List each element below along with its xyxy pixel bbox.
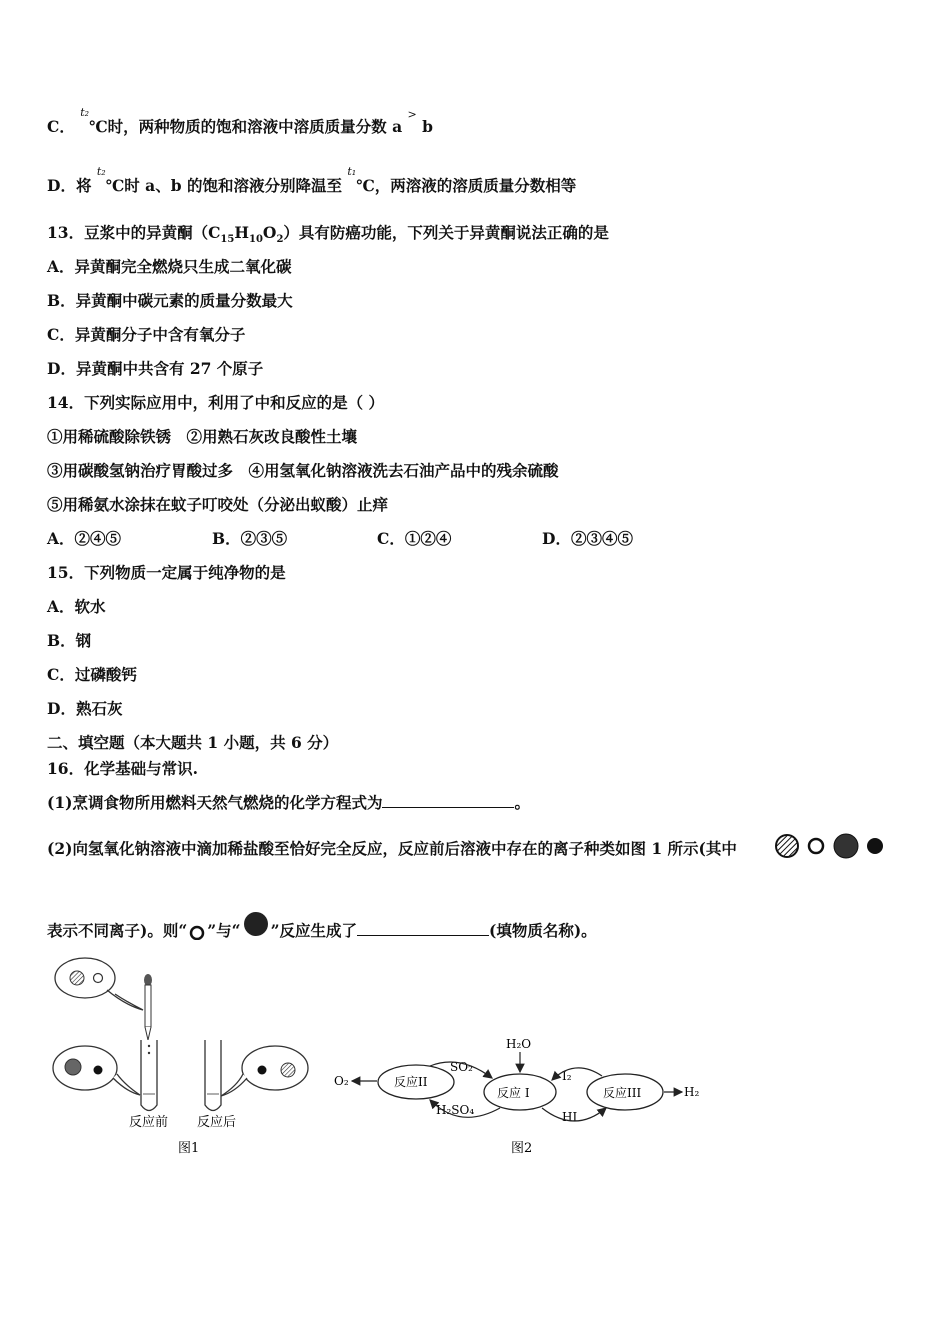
question-14-stem: 14．下列实际应用中，利用了中和反应的是（ ） (47, 393, 384, 412)
q14-item-2: ③用碳酸氢钠治疗胃酸过多 ④用氢氧化钠溶液洗去石油产品中的残余硫酸 (47, 461, 559, 480)
h2-label: H₂ (684, 1085, 700, 1099)
q14-choice-b: B．②③⑤ (212, 529, 288, 548)
q14-choice-d: D．②③④⑤ (542, 529, 633, 548)
question-15-stem: 15．下列物质一定属于纯净物的是 (47, 563, 286, 582)
test-tube-before (141, 1040, 157, 1111)
q16-part-1: (1)烹调食物所用燃料天然气燃烧的化学方程式为 。 (47, 793, 530, 812)
section-heading: 二、填空题（本大题共 1 小题，共 6 分） (47, 733, 339, 752)
before-ion-bubble (53, 1046, 140, 1095)
q14-item-3: ⑤用稀氨水涂抹在蚊子叮咬处（分泌出蚁酸）止痒 (47, 495, 389, 514)
q14-item-1: ①用稀硫酸除铁锈 ②用熟石灰改良酸性土壤 (47, 427, 358, 446)
large-dark-ion-icon (834, 834, 858, 858)
figure-1 (45, 950, 325, 1160)
q15-option-d: D．熟石灰 (47, 699, 123, 718)
dropper-icon (144, 974, 152, 1040)
q13-option-b: B．异黄酮中碳元素的质量分数最大 (47, 291, 293, 310)
dropper-bubble (55, 958, 143, 1010)
q15-option-a: A．软水 (47, 597, 106, 616)
q15-option-b: B．钢 (47, 631, 92, 650)
q16-part-3: 表示不同离子)。则“ ”与“ ”反应生成了 (填物质名称)。 (47, 912, 597, 941)
label-before: 反应前 (129, 1115, 169, 1130)
small-black-ion-icon (867, 838, 883, 854)
q13-option-a: A．异黄酮完全燃烧只生成二氧化碳 (47, 257, 292, 276)
test-tube-after (205, 1040, 221, 1111)
question-16-stem: 16．化学基础与常识. (47, 759, 198, 778)
answer-blank-2[interactable] (357, 923, 489, 936)
option-c-line: C． $^{t_2}$℃时，两种物质的饱和溶液中溶质质量分数 a > b (47, 105, 433, 136)
after-ion-bubble (221, 1046, 308, 1096)
h2so4-label: H₂SO₄ (436, 1103, 475, 1117)
h2o-label: H₂O (506, 1037, 532, 1051)
question-13-stem: 13．豆浆中的异黄酮$(C_{15}H_{10}O_2)$具有防癌功能，下列关于异黄酮说法正确的是 (47, 223, 609, 246)
t1-symbol: t₁ (347, 164, 357, 178)
q16-part-2: (2)向氢氧化钠溶液中滴加稀盐酸至恰好完全反应，反应前后溶液中存在的离子种类如图 1 所示(其中 (47, 839, 737, 858)
figure-2 (330, 1030, 710, 1160)
q14-choice-c: C．①②④ (377, 529, 452, 548)
q14-choice-a: A．②④⑤ (47, 529, 122, 548)
so2-label: SO₂ (450, 1060, 473, 1074)
hollow-ion-icon (809, 839, 823, 853)
label-after: 反应后 (197, 1115, 237, 1130)
q15-option-c: C．过磷酸钙 (47, 665, 137, 684)
q13-option-d: D．异黄酮中共含有 27 个原子 (47, 359, 264, 378)
figure-2-caption: 图2 (511, 1141, 533, 1156)
greater-than-sign: > (407, 107, 417, 121)
answer-blank-1[interactable] (382, 795, 514, 808)
t2-symbol: t₂ (96, 164, 106, 178)
hollow-ion-icon (187, 924, 207, 940)
hatched-ion-icon (776, 835, 798, 857)
q13-option-c: C．异黄酮分子中含有氧分子 (47, 325, 246, 344)
arrow-i2 (552, 1068, 602, 1080)
reaction-i-label: 反应 I (497, 1086, 530, 1100)
reaction-ii-label: 反应II (394, 1075, 428, 1089)
dark-ion-icon (241, 912, 271, 938)
i2-label: I₂ (562, 1069, 572, 1083)
o2-label: O₂ (334, 1074, 349, 1088)
t2-symbol: t₂ (80, 105, 90, 119)
reaction-iii-label: 反应III (603, 1086, 642, 1100)
ion-legend (773, 832, 888, 862)
figure-1-caption: 图1 (178, 1141, 200, 1156)
hi-label: HI (562, 1110, 578, 1124)
option-d-line: D．将 $^{t_2}$℃时 a、b 的饱和溶液分别降温至 $^{t_1}$℃，两溶液的溶质质量分数相等 (47, 164, 577, 195)
